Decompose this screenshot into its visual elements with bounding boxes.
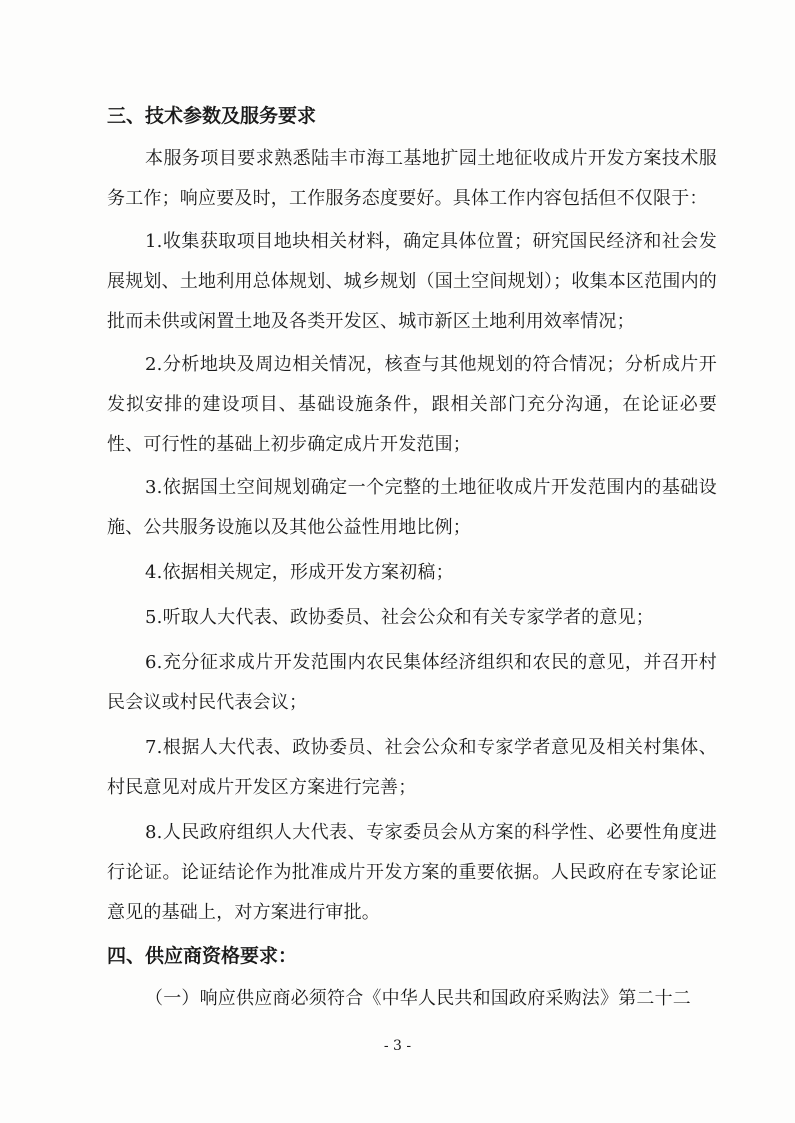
page-content <box>107 96 717 1019</box>
page-number: - 3 - <box>383 1038 412 1054</box>
section-4-heading: 四、供应商资格要求： <box>107 945 298 967</box>
requirement-item-5: 5.听取人大代表、政协委员、社会公众和有关专家学者的意见； <box>145 607 654 628</box>
requirement-item-2: 2.分析地块及周边相关情况，核查与其他规划的符合情况；分析成片开发拟安排的建设项目、基础设施条件，跟相关部门充分沟通，在论证必要性、可行性的基础上初步确定成片开发范围； <box>107 354 717 455</box>
requirement-item-3: 3.依据国土空间规划确定一个完整的土地征收成片开发范围内的基础设施、公共服务设施以及其他公益性用地比例； <box>107 477 717 538</box>
requirement-item-8: 8.人民政府组织人大代表、专家委员会从方案的科学性、必要性角度进行论证。论证结论作为批准成片开发方案的重要依据。人民政府在专家论证意见的基础上，对方案进行审批。 <box>107 822 717 923</box>
supplier-requirement-item-1: （一）响应供应商必须符合《中华人民共和国政府采购法》第二十二 <box>145 988 691 1009</box>
section-3-intro-paragraph: 本服务项目要求熟悉陆丰市海工基地扩园土地征收成片开发方案技术服务工作；响应要及时，工作服务态度要好。具体工作内容包括但不仅限于： <box>107 148 717 209</box>
requirement-item-7: 7.根据人大代表、政协委员、社会公众和专家学者意见及相关村集体、村民意见对成片开发区方案进行完善； <box>107 737 717 798</box>
requirement-item-6: 6.充分征求成片开发范围内农民集体经济组织和农民的意见，并召开村民会议或村民代表会议； <box>107 652 717 713</box>
requirement-item-4: 4.依据相关规定，形成开发方案初稿； <box>145 562 454 583</box>
section-3-heading: 三、技术参数及服务要求 <box>107 105 317 127</box>
requirement-item-1: 1.收集获取项目地块相关材料，确定具体位置；研究国民经济和社会发展规划、土地利用总体规划、城乡规划（国土空间规划）；收集本区范围内的批而未供或闲置土地及各类开发区、城市新区土地利用效率情况； <box>107 231 717 332</box>
